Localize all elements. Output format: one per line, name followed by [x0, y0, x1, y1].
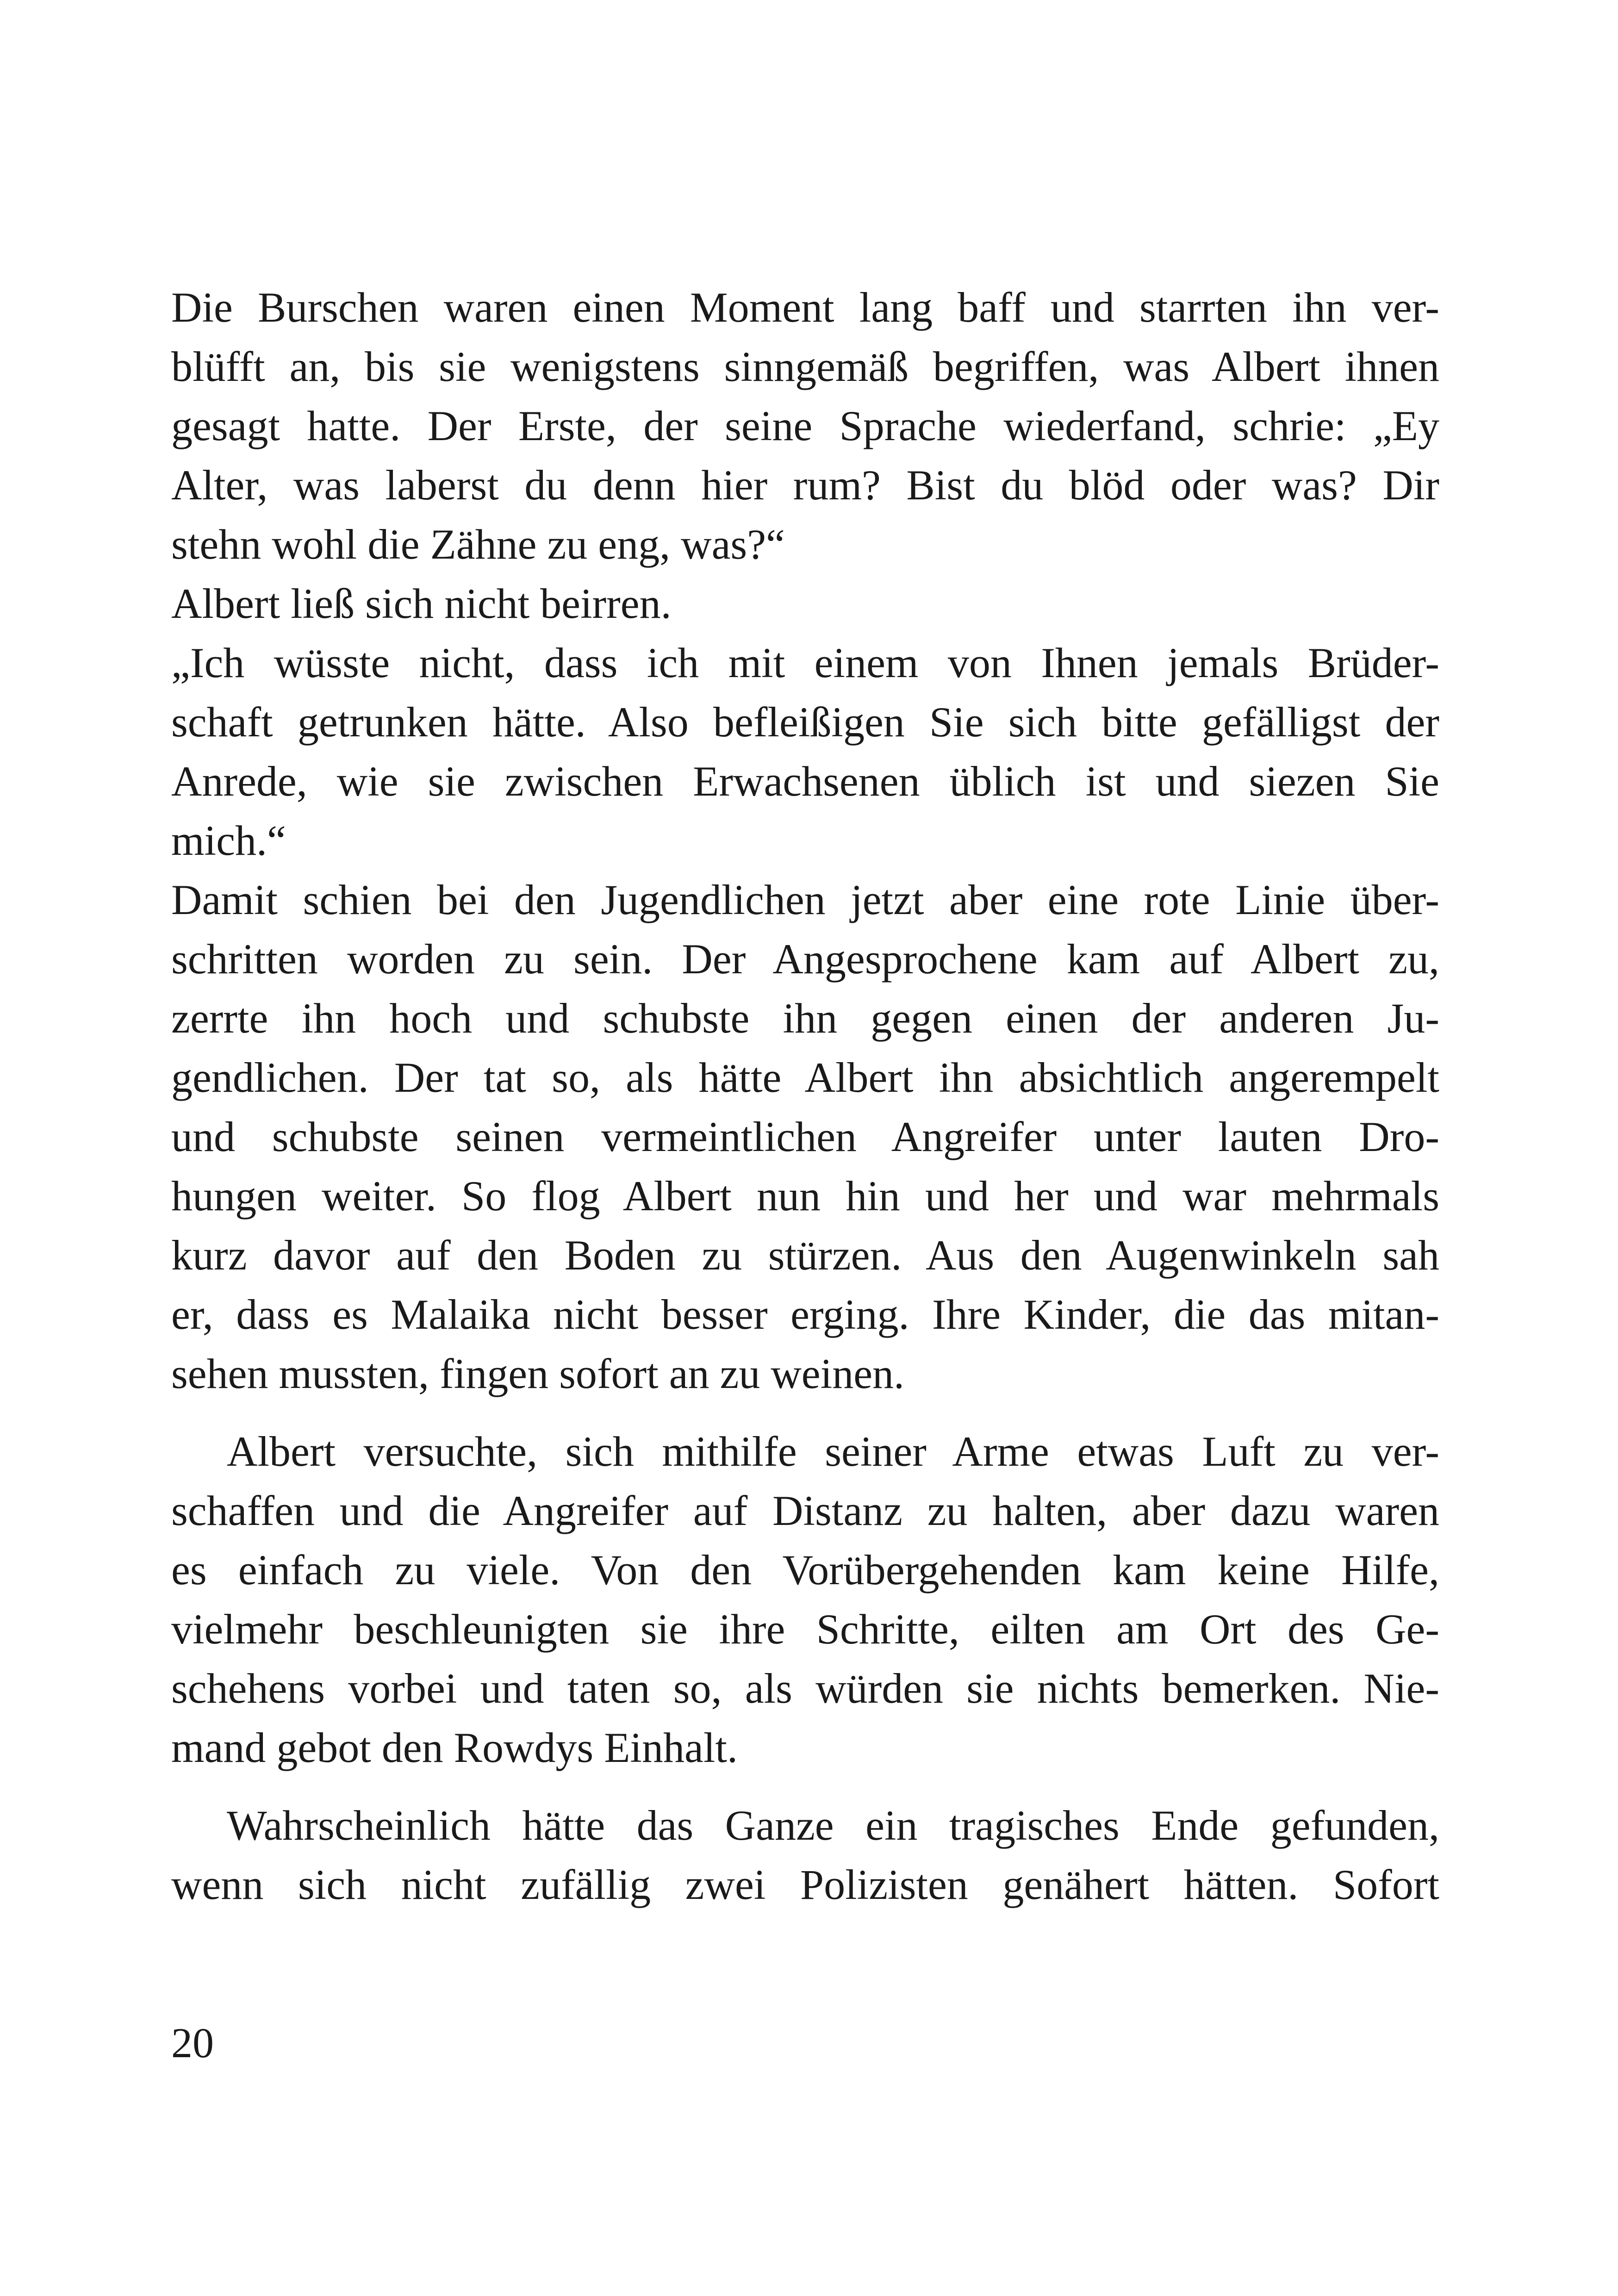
text-line: es einfach zu viele. Von den Vorübergehenden kam keine Hilfe, [171, 1546, 1439, 1593]
page-number: 20 [171, 2019, 214, 2066]
text-line: Albert ließ sich nicht beirren. [171, 580, 672, 627]
paragraph-gap [171, 1403, 1439, 1422]
text-line: und schubste seinen vermeintlichen Angreifer unter lauten Dro- [171, 1113, 1439, 1160]
text-line: vielmehr beschleunigten sie ihre Schritte, eilten am Ort des Ge- [171, 1605, 1439, 1653]
body-text [171, 278, 1439, 1914]
text-line: schritten worden zu sein. Der Angesprochene kam auf Albert zu, [171, 935, 1439, 983]
text-line: stehn wohl die Zähne zu eng, was?“ [171, 521, 785, 568]
text-line: hungen weiter. So flog Albert nun hin und her und war mehrmals [171, 1172, 1439, 1220]
text-line: Die Burschen waren einen Moment lang baff und starrten ihn ver- [171, 284, 1439, 331]
text-line: Damit schien bei den Jugendlichen jetzt aber eine rote Linie über- [171, 876, 1439, 923]
text-line: Albert versuchte, sich mithilfe seiner Arme etwas Luft zu ver- [227, 1428, 1439, 1475]
paragraph [171, 1796, 1439, 1914]
text-line: Alter, was laberst du denn hier rum? Bist du blöd oder was? Dir [171, 461, 1439, 509]
text-line: er, dass es Malaika nicht besser erging. Ihre Kinder, die das mitan- [171, 1291, 1439, 1338]
text-line: Wahrscheinlich hätte das Ganze ein tragisches Ende gefunden, [227, 1802, 1439, 1849]
text-line: mand gebot den Rowdys Einhalt. [171, 1724, 738, 1771]
text-line: zerrte ihn hoch und schubste ihn gegen einen der anderen Ju- [171, 995, 1439, 1042]
text-line: gesagt hatte. Der Erste, der seine Sprache wiederfand, schrie: „Ey [171, 402, 1439, 449]
text-line: schehens vorbei und taten so, als würden sie nichts bemerken. Nie- [171, 1665, 1439, 1712]
text-line: gendlichen. Der tat so, als hätte Albert ihn absichtlich angerempelt [171, 1054, 1439, 1101]
paragraph [171, 1422, 1439, 1777]
paragraph-gap [171, 1777, 1439, 1796]
text-line: wenn sich nicht zufällig zwei Polizisten genähert hätten. Sofort [171, 1861, 1439, 1908]
paragraph [171, 278, 1439, 1403]
text-line: sehen mussten, fingen sofort an zu weinen. [171, 1350, 905, 1397]
text-line: „Ich wüsste nicht, dass ich mit einem von Ihnen jemals Brüder- [171, 639, 1439, 686]
text-line: mich.“ [171, 817, 286, 864]
text-line: kurz davor auf den Boden zu stürzen. Aus den Augenwinkeln sah [171, 1232, 1439, 1279]
text-line: Anrede, wie sie zwischen Erwachsenen üblich ist und siezen Sie [171, 758, 1439, 805]
text-line: schaffen und die Angreifer auf Distanz zu halten, aber dazu waren [171, 1487, 1439, 1534]
text-line: blüfft an, bis sie wenigstens sinngemäß begriffen, was Albert ihnen [171, 343, 1439, 390]
text-line: schaft getrunken hätte. Also befleißigen Sie sich bitte gefälligst der [171, 698, 1439, 746]
